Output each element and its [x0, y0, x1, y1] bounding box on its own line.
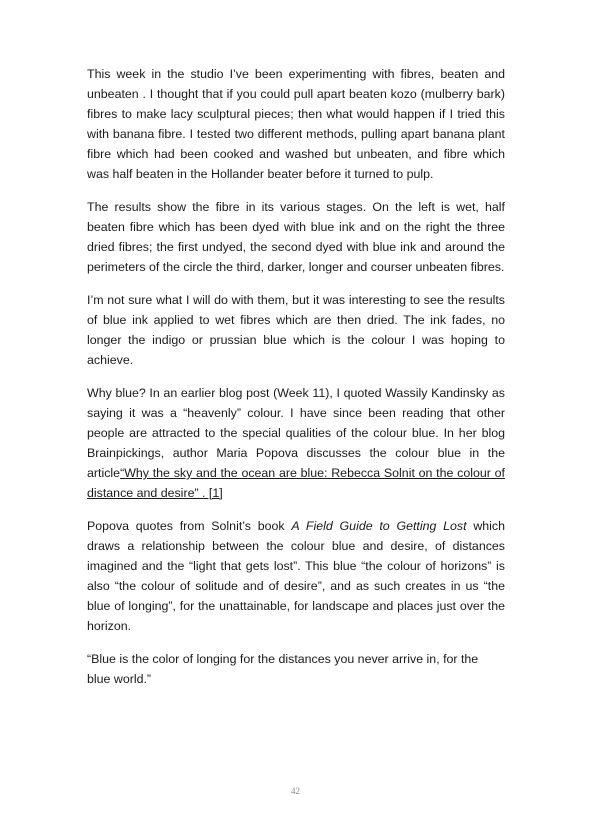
paragraph-ink-fade: I’m not sure what I will do with them, but it was interesting to see the results of blue ink applied to wet fibres which are then dried. The ink fades, no longer the indigo or prussian blue which is the colour I was hoping to achieve.: [87, 293, 505, 367]
solnit-body-text: which draws a relationship between the colour blue and desire, of distances imagined and the “light that gets lost”. This blue “the colour of horizons” is also “the colour of solitude and of desire”, and as such creates in us “the blue of longing”, for the unattainable, for landscape and places just over the horizon.: [87, 519, 506, 633]
paragraph-results: The results show the fibre in its various stages. On the left is wet, half beaten fibre which has been dyed with blue ink and on the right the three dried fibres; the first undyed, the second dyed with blue ink and around the perimeters of the circle the third, darker, longer and courser unbeaten fibres.: [87, 200, 505, 274]
why-blue-text: Why blue? In an earlier blog post (Week 11), I quoted Wassily Kandinsky as saying it was a “heavenly” colour. I have since been reading that other people are attracted to the special qualities of the colour blue. In her blog Brainpickings, author Maria Popova discusses the colour blue in the article: [87, 386, 505, 480]
paragraph-why-blue: [87, 383, 505, 503]
paragraph-experiment: This week in the studio I’ve been experimenting with fibres, beaten and unbeaten . I thought that if you could pull apart beaten kozo (mulberry bark) fibres to make lacy sculptural pieces; then what would happen if I tried this with banana fibre. I tested two different methods, pulling apart banana plant fibre which had been cooked and washed but unbeaten, and fibre which was half beaten in the Hollander beater before it turned to pulp.: [87, 67, 505, 181]
paragraph-solnit: [87, 516, 505, 636]
solnit-intro-text: Popova quotes from Solnit’s book: [87, 519, 292, 533]
article-link[interactable]: “Why the sky and the ocean are blue: Rebecca Solnit on the colour of distance and desire” . [1]: [87, 466, 505, 500]
book-title: A Field Guide to Getting Lost: [291, 519, 467, 533]
paragraph-quote: “Blue is the color of longing for the distances you never arrive in, for the blue world.”: [87, 652, 479, 686]
body-text: [87, 64, 505, 702]
page-number: 42: [291, 786, 300, 796]
